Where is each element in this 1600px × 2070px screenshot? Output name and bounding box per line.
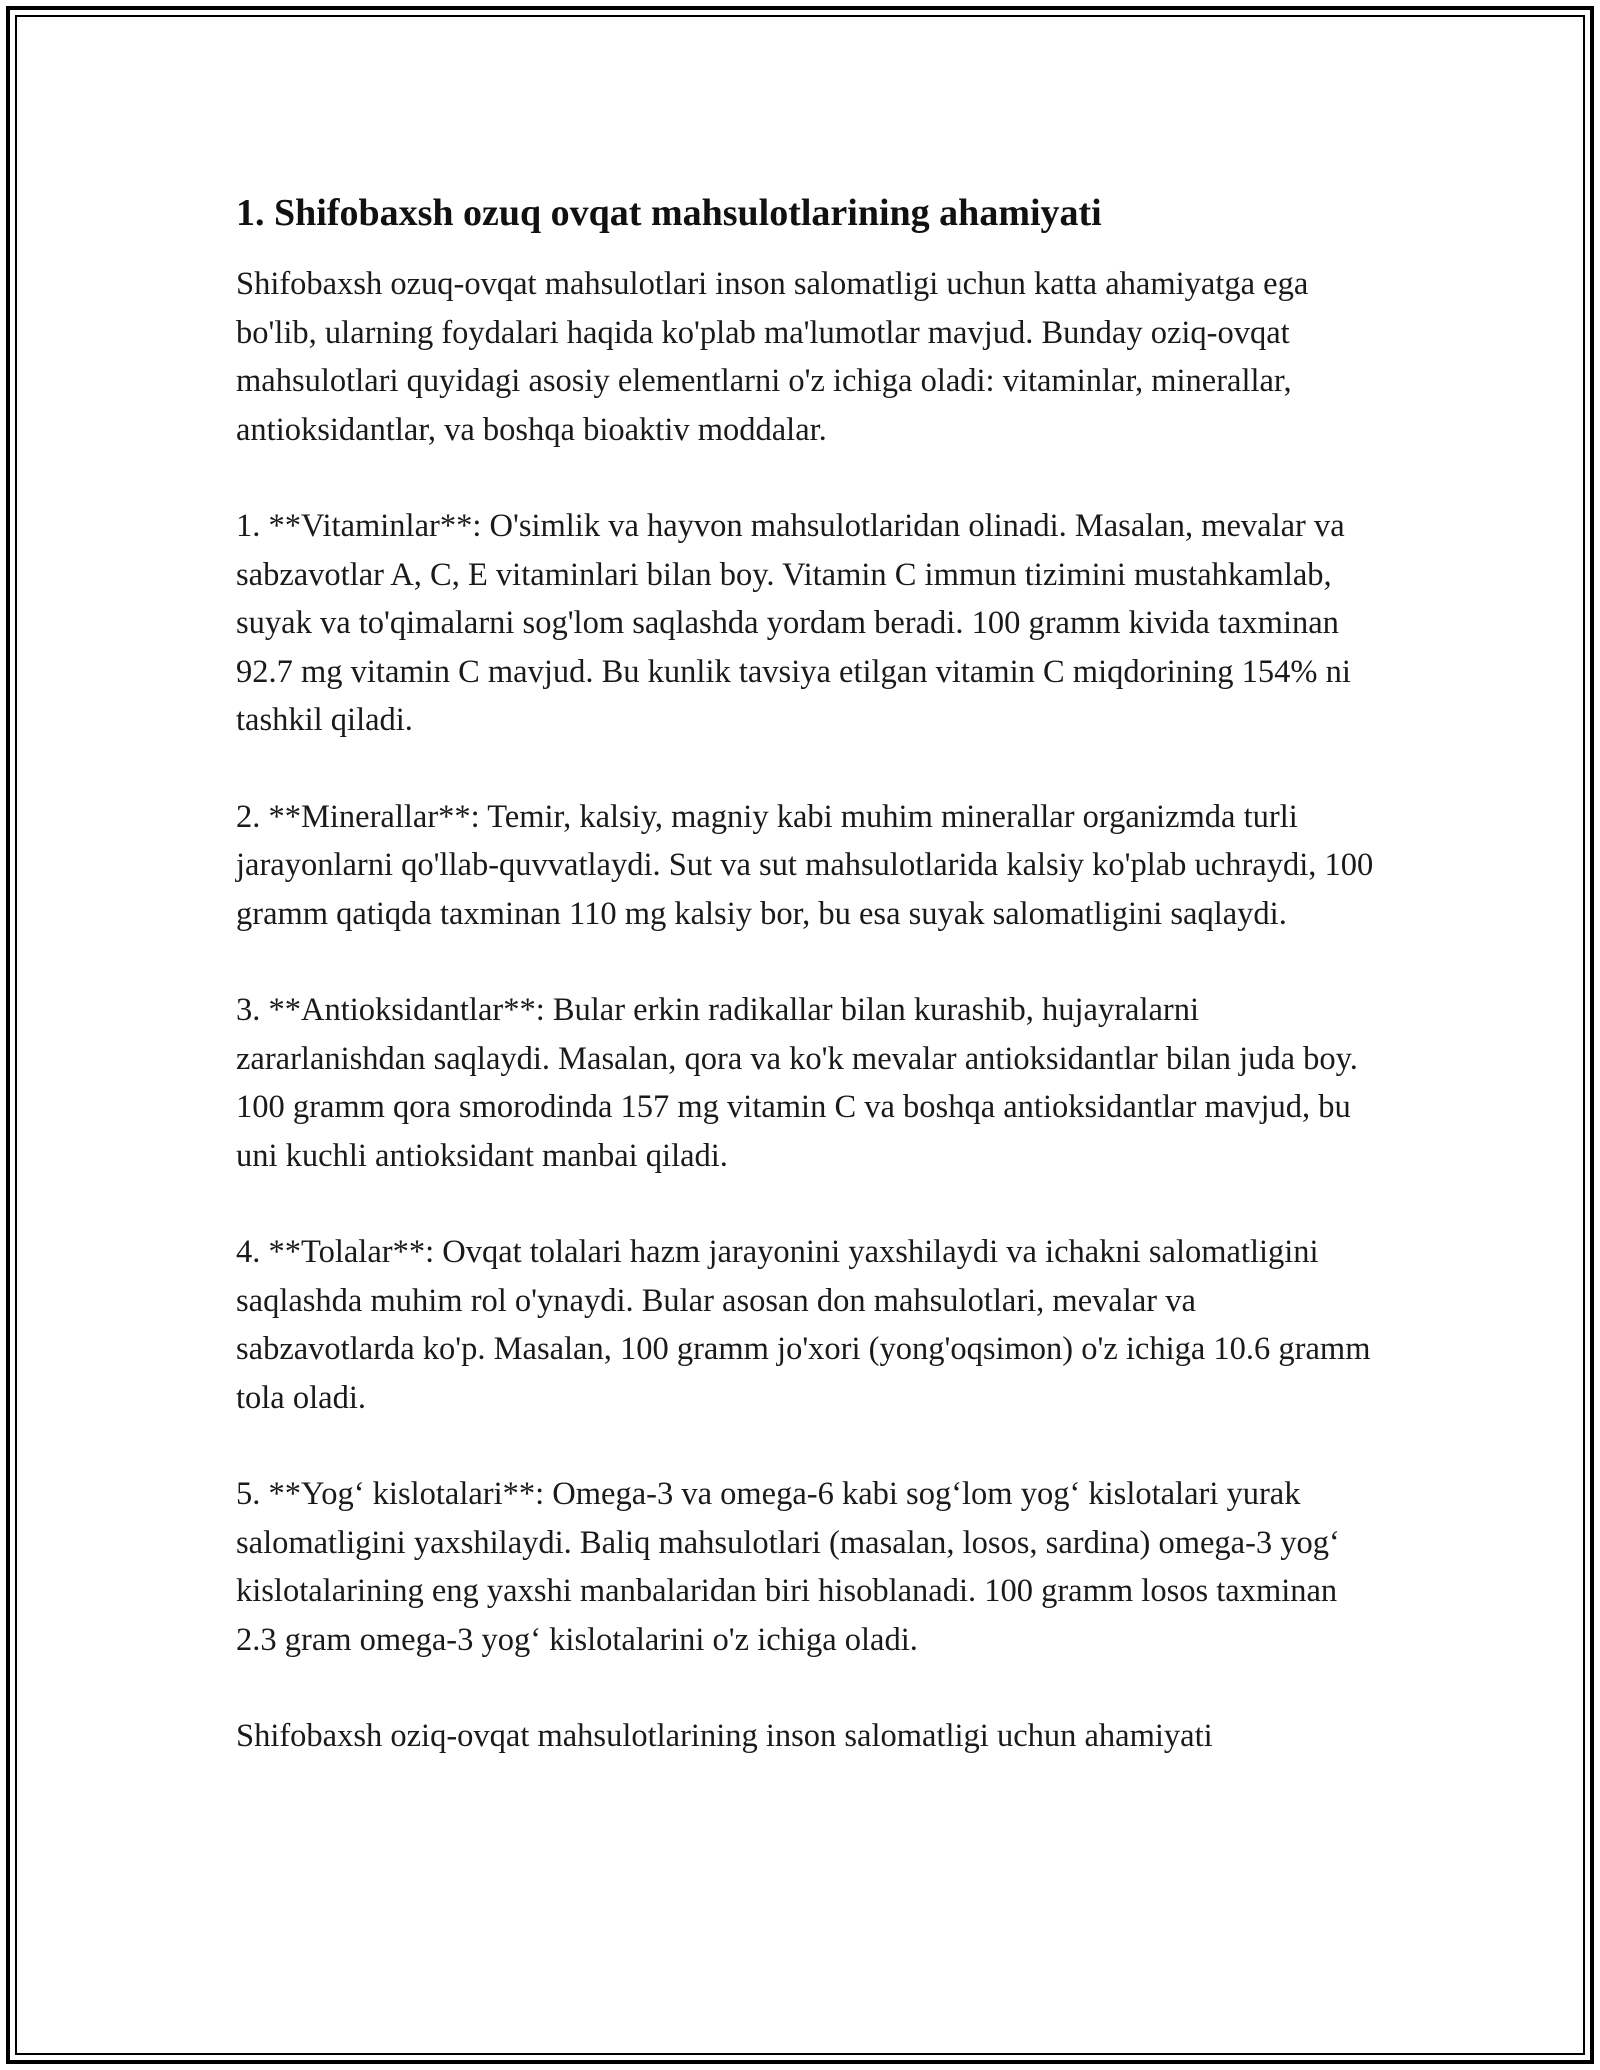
vitamins-paragraph: 1. **Vitaminlar**: O'simlik va hayvon mahsulotlaridan olinadi. Masalan, mevalar va sabzavotlar A, C, E vitaminlari bilan boy. Vitamin C immun tizimini mustahkamlab, suyak va to'qimalarni sog'lom saqlashda yordam beradi. 100 gramm kivida taxminan 92.7 mg vitamin C mavjud. Bu kunlik tavsiya etilgan vitamin C miqdorining 154% ni tashkil qiladi. [236, 508, 1351, 738]
antioxidants-paragraph: 3. **Antioksidantlar**: Bular erkin radikallar bilan kurashib, hujayralarni zararlanishdan saqlaydi. Masalan, qora va ko'k mevalar antioksidantlar bilan juda boy. 100 gramm qora smorodinda 157 mg vitamin C va boshqa antioksidantlar mavjud, bu uni kuchli antioksidant manbai qiladi. [236, 992, 1358, 1174]
fatty-acids-paragraph: 5. **Yog‘ kislotalari**: Omega-3 va omega-6 kabi sog‘lom yog‘ kislotalari yurak salomatligini yaxshilaydi. Baliq mahsulotlari (masalan, losos, sardina) omega-3 yog‘ kislotalarining eng yaxshi manbalaridan biri hisoblanadi. 100 gramm losos taxminan 2.3 gram omega-3 yog‘ kislotalarini o'z ichiga oladi. [236, 1476, 1340, 1658]
document-title: 1. Shifobaxsh ozuq ovqat mahsulotlarining ahamiyati [236, 192, 1102, 234]
intro-paragraph: Shifobaxsh ozuq-ovqat mahsulotlari inson salomatligi uchun katta ahamiyatga ega bo'lib, ularning foydalari haqida ko'plab ma'lumotlar mavjud. Bunday oziq-ovqat mahsulotlari quyidagi asosiy elementlarni o'z ichiga oladi: vitaminlar, minerallar, antioksidantlar, va boshqa bioaktiv moddalar. [236, 266, 1309, 448]
document-page [236, 186, 1376, 1761]
minerals-paragraph: 2. **Minerallar**: Temir, kalsiy, magniy kabi muhim minerallar organizmda turli jarayonlarni qo'llab-quvvatlaydi. Sut va sut mahsulotlarida kalsiy ko'plab uchraydi, 100 gramm qatiqda taxminan 110 mg kalsiy bor, bu esa suyak salomatligini saqlaydi. [236, 798, 1374, 932]
closing-paragraph: Shifobaxsh oziq-ovqat mahsulotlarining inson salomatligi uchun ahamiyati [236, 1718, 1213, 1754]
fibers-paragraph: 4. **Tolalar**: Ovqat tolalari hazm jarayonini yaxshilaydi va ichakni salomatligini saqlashda muhim rol o'ynaydi. Bular asosan don mahsulotlari, mevalar va sabzavotlarda ko'p. Masalan, 100 gramm jo'xori (yong'oqsimon) o'z ichiga 10.6 gramm tola oladi. [236, 1234, 1371, 1416]
